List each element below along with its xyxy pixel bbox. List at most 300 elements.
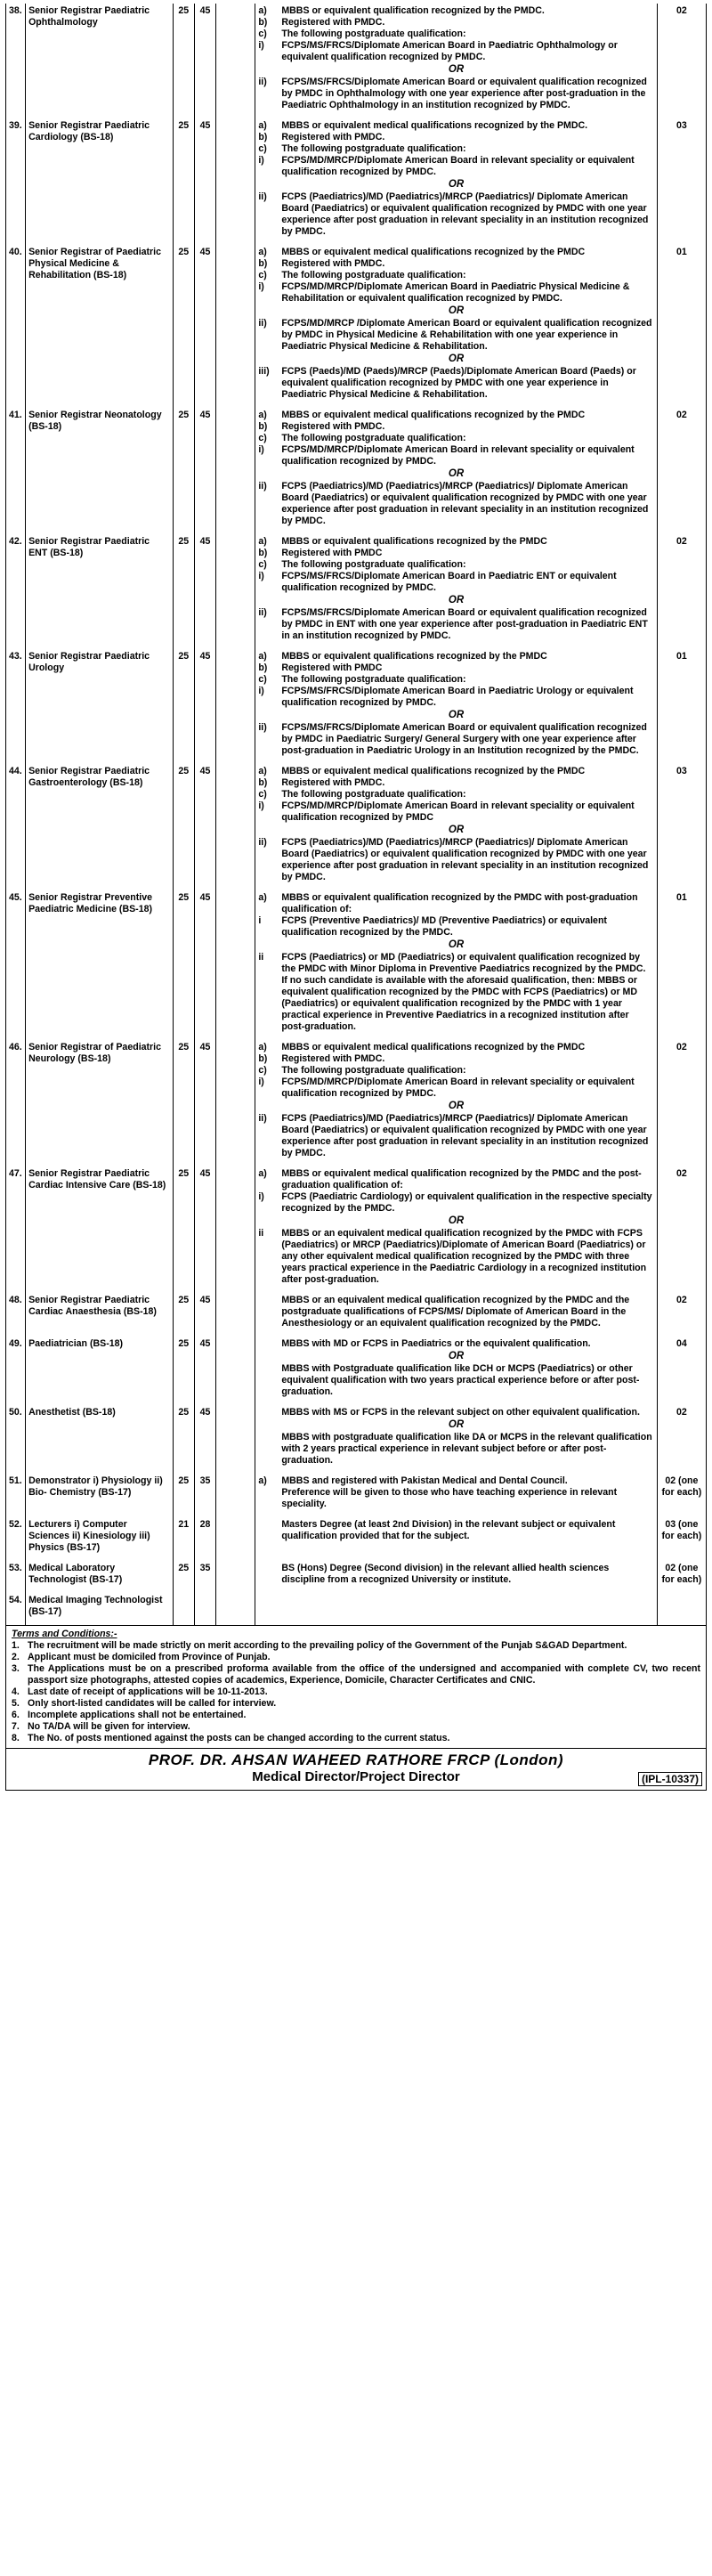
serial-number: 52.: [6, 1517, 26, 1556]
qualification-item: [258, 366, 653, 401]
serial-number: 47.: [6, 1166, 26, 1288]
qualification-item: [258, 1475, 653, 1487]
qualification-label: b): [258, 662, 268, 673]
serial-number: 39.: [6, 118, 26, 240]
qualification-item: [258, 686, 653, 709]
qualification-item: [258, 559, 653, 571]
qualification-label: ii: [258, 952, 264, 963]
qualification-item: [258, 892, 653, 915]
serial-number: 44.: [6, 764, 26, 885]
qualification-cell: [255, 118, 657, 240]
number-of-posts: 02: [657, 408, 706, 529]
post-row: [6, 534, 707, 644]
post-name: Senior Registrar Paediatric Gastroenterology (BS-18): [26, 764, 174, 885]
age-max: 45: [194, 890, 215, 1035]
post-row: [6, 649, 707, 759]
qualification-item: [258, 120, 653, 132]
qualification-label: ii): [258, 837, 267, 848]
qualification-text: Registered with PMDC.: [281, 132, 385, 142]
number-of-posts: 03: [657, 118, 706, 240]
post-name: Senior Registrar Paediatric ENT (BS-18): [26, 534, 174, 644]
qualification-item: [258, 1487, 653, 1510]
qualification-item: [258, 952, 653, 1033]
post-row: [6, 408, 707, 529]
terms-title: Terms and Conditions:-: [12, 1629, 117, 1639]
qualification-cell: [255, 245, 657, 402]
spacer-cell: [216, 890, 255, 1035]
number-of-posts: [657, 1593, 706, 1620]
qualification-label: i): [258, 444, 264, 455]
post-row: [6, 1166, 707, 1288]
age-max: 45: [194, 649, 215, 759]
qualification-label: [258, 1487, 281, 1510]
age-min: 25: [173, 4, 194, 113]
qualification-item: [258, 1407, 653, 1418]
post-row: [6, 4, 707, 113]
qualification-item: [258, 837, 653, 883]
age-max: 45: [194, 4, 215, 113]
qualification-text: FCPS/MD/MRCP/Diplomate American Board in Paediatric Physical Medicine & Rehabilitation or equivalent qualification recognized by PMDC.: [281, 281, 630, 304]
age-min: 25: [173, 1561, 194, 1588]
age-min: 25: [173, 890, 194, 1035]
qualification-item: [258, 191, 653, 238]
qualification-label: a): [258, 1168, 267, 1179]
qualification-label: a): [258, 892, 267, 903]
qualification-label: i): [258, 155, 264, 166]
qualification-text: MBBS or equivalent medical qualifications recognized by the PMDC: [281, 410, 586, 420]
serial-number: 38.: [6, 4, 26, 113]
terms-and-conditions: [5, 1625, 707, 1749]
serial-number: 48.: [6, 1293, 26, 1331]
number-of-posts: 02 (one for each): [657, 1474, 706, 1512]
spacer-cell: [216, 534, 255, 644]
qualification-item: [258, 132, 653, 143]
qualification-item: [258, 155, 653, 178]
post-name: Anesthetist (BS-18): [26, 1405, 174, 1468]
qualification-item: [258, 318, 653, 353]
qualification-label: i): [258, 1191, 264, 1202]
qualification-item: [258, 1042, 653, 1053]
or-separator: OR: [448, 1101, 465, 1111]
post-row: [6, 118, 707, 240]
qualification-item: [258, 433, 653, 444]
post-name: Senior Registrar of Paediatric Neurology (BS-18): [26, 1040, 174, 1161]
post-row: [6, 1405, 707, 1468]
qualification-item: [258, 1113, 653, 1159]
qualification-item: [258, 722, 653, 757]
number-of-posts: 01: [657, 890, 706, 1035]
post-name: Senior Registrar Paediatric Cardiology (BS-18): [26, 118, 174, 240]
qualification-label: [258, 1363, 281, 1398]
post-name: Senior Registrar Neonatology (BS-18): [26, 408, 174, 529]
qualification-cell: [255, 764, 657, 885]
qualification-text: FCPS/MD/MRCP/Diplomate American Board in relevant speciality or equivalent qualification recognized by PMDC.: [281, 155, 635, 177]
qualification-text: MBBS or equivalent qualification recognized by the PMDC with post-graduation qualification of:: [281, 892, 638, 914]
qualification-label: b): [258, 777, 268, 788]
qualification-label: b): [258, 1053, 268, 1064]
qualification-text: MBBS or an equivalent medical qualification recognized by the PMDC and the postgraduate qualifications of FCPS/MS/ Diplomate of American Board in the Anesthesiology or an equivalent qualification recognized by the PMDC.: [281, 1295, 630, 1329]
term-number: 8.: [12, 1733, 20, 1743]
qualification-item: [258, 1363, 653, 1398]
qualification-cell: [255, 1337, 657, 1400]
qualification-item: [258, 777, 653, 789]
age-min: 25: [173, 1040, 194, 1161]
qualification-label: a): [258, 120, 267, 131]
or-separator: OR: [448, 825, 465, 835]
term-item: [12, 1698, 700, 1710]
qualification-label: a): [258, 536, 267, 547]
qualification-text: MBBS or an equivalent medical qualification recognized by the PMDC with FCPS (Paediatrics) or MRCP (Paediatrics)/Diplomate of American Board (Paediatrics) or any other equivalent medical qualification recognized by the PMDC with three years practical experience in the Paediatric Cardiology in a recognized institution after post-graduation.: [281, 1228, 647, 1285]
qualification-item: [258, 1077, 653, 1100]
qualification-label: b): [258, 17, 268, 28]
or-separator: OR: [448, 305, 465, 316]
qualification-label: ii): [258, 1113, 267, 1124]
or-separator: OR: [448, 1419, 465, 1430]
age-min: 25: [173, 534, 194, 644]
qualification-label: c): [258, 143, 267, 154]
qualification-text: FCPS (Paediatrics)/MD (Paediatrics)/MRCP (Paediatrics)/ Diplomate American Board (Paediatrics) or equivalent qualification recognized by PMDC with one year experience after post graduation in relevant speciality in an institution recognized by PMDC.: [281, 481, 649, 526]
qualification-label: ii): [258, 607, 267, 618]
or-separator: OR: [448, 939, 465, 950]
qualification-label: i): [258, 281, 264, 292]
qualification-item: [258, 28, 653, 40]
qualification-text: Registered with PMDC.: [281, 258, 385, 269]
post-row: [6, 1561, 707, 1588]
serial-number: 42.: [6, 534, 26, 644]
qualification-label: c): [258, 433, 267, 443]
qualification-item: [258, 1191, 653, 1215]
qualification-label: ii): [258, 191, 267, 202]
number-of-posts: 02: [657, 1405, 706, 1468]
qualification-cell: [255, 408, 657, 529]
qualification-label: a): [258, 5, 267, 16]
qualification-label: a): [258, 247, 267, 257]
qualification-item: [258, 1295, 653, 1329]
spacer-cell: [216, 1293, 255, 1331]
qualification-text: FCPS/MD/MRCP/Diplomate American Board in relevant speciality or equivalent qualification recognized by PMDC.: [281, 444, 635, 467]
qualification-text: MBBS with postgraduate qualification like DA or MCPS in the relevant qualification with 2 years practical experience in relevant subject before or after post-graduation.: [281, 1432, 652, 1466]
qualification-label: [258, 1338, 281, 1350]
post-name: Paediatrician (BS-18): [26, 1337, 174, 1400]
qualification-text: MBBS or equivalent medical qualifications recognized by the PMDC: [281, 766, 586, 776]
term-number: 7.: [12, 1721, 20, 1732]
age-min: 21: [173, 1517, 194, 1556]
number-of-posts: 03 (one for each): [657, 1517, 706, 1556]
age-max: 45: [194, 1166, 215, 1288]
post-row: [6, 1593, 707, 1620]
or-separator: OR: [448, 353, 465, 364]
or-separator: OR: [448, 1215, 465, 1226]
qualification-item: [258, 1168, 653, 1191]
qualification-text: MBBS with MD or FCPS in Paediatrics or the equivalent qualification.: [281, 1338, 591, 1349]
term-text: Applicant must be domiciled from Province of Punjab.: [28, 1652, 271, 1662]
qualification-text: Preference will be given to those who have teaching experience in relevant speciality.: [281, 1487, 618, 1509]
qualification-text: The following postgraduate qualification:: [281, 674, 466, 685]
qualification-item: [258, 571, 653, 594]
posts-table: [5, 4, 707, 1625]
qualification-text: Masters Degree (at least 2nd Division) in the relevant subject or equivalent qualification provided that for the subject.: [281, 1519, 616, 1541]
signatory-name: PROF. DR. AHSAN WAHEED RATHORE FRCP (London): [148, 1751, 564, 1768]
qualification-text: FCPS (Paediatrics) or MD (Paediatrics) or equivalent qualification recognized by the PMDC with Minor Diploma in Preventive Paediatrics recognized by the PMDC. If no such candidate is available with the aforesaid qualification, then: MBBS or equivalent qualification recognized by the PMDC with FCPS (Paediatrics) or MD (Paediatrics) or equivalent qualification recognized by the PMDC with 1 year practical experience in Preventive Paediatrics in a recognized institution after post-graduation.: [281, 952, 646, 1032]
qualification-text: Registered with PMDC.: [281, 1053, 385, 1064]
number-of-posts: 02: [657, 4, 706, 113]
number-of-posts: 02 (one for each): [657, 1561, 706, 1588]
post-row: [6, 890, 707, 1035]
qualification-label: [258, 1563, 281, 1586]
age-max: 45: [194, 1293, 215, 1331]
age-min: 25: [173, 1293, 194, 1331]
qualification-label: i): [258, 686, 264, 696]
qualification-cell: [255, 1405, 657, 1468]
age-max: [194, 1593, 215, 1620]
qualification-label: ii): [258, 481, 267, 492]
qualification-item: [258, 915, 653, 939]
qualification-label: ii): [258, 77, 267, 87]
serial-number: 41.: [6, 408, 26, 529]
terms-list: [12, 1640, 700, 1744]
post-row: [6, 764, 707, 885]
age-min: 25: [173, 408, 194, 529]
age-min: 25: [173, 1474, 194, 1512]
qualification-cell: [255, 649, 657, 759]
qualification-item: [258, 258, 653, 270]
spacer-cell: [216, 1040, 255, 1161]
qualification-text: Registered with PMDC.: [281, 777, 385, 788]
qualification-item: [258, 651, 653, 662]
qualification-label: a): [258, 766, 267, 776]
post-name: Medical Laboratory Technologist (BS-17): [26, 1561, 174, 1588]
qualification-item: [258, 77, 653, 111]
qualification-text: The following postgraduate qualification:: [281, 559, 466, 570]
qualification-text: The following postgraduate qualification:: [281, 789, 466, 800]
term-text: No TA/DA will be given for interview.: [28, 1721, 190, 1732]
term-item: [12, 1686, 700, 1698]
qualification-item: [258, 548, 653, 559]
age-max: 28: [194, 1517, 215, 1556]
qualification-label: c): [258, 674, 267, 685]
qualification-item: [258, 1432, 653, 1467]
age-min: [173, 1593, 194, 1620]
term-number: 2.: [12, 1652, 20, 1662]
qualification-label: [258, 1407, 281, 1418]
qualification-text: MBBS and registered with Pakistan Medical and Dental Council.: [281, 1475, 568, 1486]
term-text: The Applications must be on a prescribed proforma available from the office of the undersigned and accompanied with complete CV, two recent passport size photographs, attested copies of academics, Experience, Domicile, Character Certificates and CNIC.: [28, 1663, 700, 1686]
qualification-item: [258, 766, 653, 777]
term-text: The recruitment will be made strictly on merit according to the prevailing policy of the Government of the Punjab S&GAD Department.: [28, 1640, 627, 1651]
qualification-text: The following postgraduate qualification:: [281, 270, 466, 280]
qualification-label: a): [258, 1475, 267, 1486]
age-max: 45: [194, 118, 215, 240]
spacer-cell: [216, 649, 255, 759]
qualification-item: [258, 1519, 653, 1542]
qualification-label: i: [258, 915, 262, 926]
qualification-text: FCPS/MD/MRCP/Diplomate American Board in relevant speciality or equivalent qualification recognized by PMDC.: [281, 1077, 635, 1099]
qualification-label: [258, 1519, 281, 1542]
post-name: Demonstrator i) Physiology ii) Bio- Chemistry (BS-17): [26, 1474, 174, 1512]
qualification-label: b): [258, 421, 268, 432]
qualification-cell: [255, 1166, 657, 1288]
age-max: 35: [194, 1474, 215, 1512]
term-number: 5.: [12, 1698, 20, 1709]
qualification-text: FCPS/MS/FRCS/Diplomate American Board in Paediatric Urology or equivalent qualification recognized by PMDC.: [281, 686, 634, 708]
term-text: Incomplete applications shall not be entertained.: [28, 1710, 247, 1720]
qualification-text: The following postgraduate qualification:: [281, 1065, 466, 1076]
age-min: 25: [173, 1166, 194, 1288]
qualification-label: a): [258, 1042, 267, 1052]
qualification-label: c): [258, 789, 267, 800]
post-row: [6, 1337, 707, 1400]
qualification-text: BS (Hons) Degree (Second division) in the relevant allied health sciences discipline from a recognized University or institute.: [281, 1563, 610, 1585]
qualification-cell: [255, 1517, 657, 1556]
qualification-cell: [255, 534, 657, 644]
qualification-item: [258, 1338, 653, 1350]
qualification-text: The following postgraduate qualification:: [281, 143, 466, 154]
qualification-item: [258, 607, 653, 642]
number-of-posts: 02: [657, 1040, 706, 1161]
post-name: Medical Imaging Technologist (BS-17): [26, 1593, 174, 1620]
qualification-text: Registered with PMDC.: [281, 421, 385, 432]
age-max: 35: [194, 1561, 215, 1588]
post-row: [6, 245, 707, 402]
post-name: Senior Registrar Preventive Paediatric Medicine (BS-18): [26, 890, 174, 1035]
qualification-label: b): [258, 548, 268, 558]
age-min: 25: [173, 245, 194, 402]
term-item: [12, 1721, 700, 1733]
qualification-cell: [255, 4, 657, 113]
spacer-cell: [216, 1405, 255, 1468]
age-max: 45: [194, 245, 215, 402]
qualification-label: i): [258, 800, 264, 811]
spacer-cell: [216, 1593, 255, 1620]
qualification-label: c): [258, 559, 267, 570]
signature-block: [5, 1749, 707, 1791]
spacer-cell: [216, 4, 255, 113]
spacer-cell: [216, 1517, 255, 1556]
qualification-text: FCPS/MS/FRCS/Diplomate American Board or equivalent qualification recognized by PMDC in Ophthalmology with one year experience after post-graduation in the Paediatric Ophthalmology in an institution recognized by PMDC.: [281, 77, 647, 110]
age-min: 25: [173, 764, 194, 885]
spacer-cell: [216, 408, 255, 529]
qualification-label: i): [258, 40, 264, 51]
number-of-posts: 04: [657, 1337, 706, 1400]
qualification-text: MBBS or equivalent qualifications recognized by the PMDC: [281, 536, 547, 547]
qualification-item: [258, 40, 653, 63]
qualification-label: a): [258, 410, 267, 420]
serial-number: 54.: [6, 1593, 26, 1620]
serial-number: 43.: [6, 649, 26, 759]
qualification-label: b): [258, 258, 268, 269]
number-of-posts: 01: [657, 245, 706, 402]
post-name: Senior Registrar of Paediatric Physical Medicine & Rehabilitation (BS-18): [26, 245, 174, 402]
qualification-item: [258, 662, 653, 674]
term-number: 6.: [12, 1710, 20, 1720]
qualification-label: ii): [258, 318, 267, 329]
term-text: The No. of posts mentioned against the posts can be changed according to the current status.: [28, 1733, 450, 1743]
qualification-item: [258, 674, 653, 686]
qualification-label: a): [258, 651, 267, 662]
serial-number: 50.: [6, 1405, 26, 1468]
number-of-posts: 03: [657, 764, 706, 885]
post-name: Senior Registrar Paediatric Urology: [26, 649, 174, 759]
qualification-text: MBBS with MS or FCPS in the relevant subject on other equivalent qualification.: [281, 1407, 640, 1418]
qualification-cell: [255, 1040, 657, 1161]
age-max: 45: [194, 1040, 215, 1161]
qualification-item: [258, 143, 653, 155]
serial-number: 51.: [6, 1474, 26, 1512]
age-min: 25: [173, 1405, 194, 1468]
age-max: 45: [194, 534, 215, 644]
qualification-label: c): [258, 270, 267, 280]
qualification-item: [258, 800, 653, 824]
qualification-label: [258, 1432, 281, 1467]
qualification-item: [258, 481, 653, 527]
qualification-item: [258, 1065, 653, 1077]
qualification-text: FCPS/MS/FRCS/Diplomate American Board in Paediatric ENT or equivalent qualification recognized by PMDC.: [281, 571, 617, 593]
number-of-posts: 02: [657, 534, 706, 644]
qualification-label: b): [258, 132, 268, 142]
qualification-label: i): [258, 1077, 264, 1087]
qualification-label: c): [258, 1065, 267, 1076]
qualification-text: FCPS (Paediatrics)/MD (Paediatrics)/MRCP (Paediatrics)/ Diplomate American Board (Paediatrics) or equivalent qualification recognized by PMDC with one year experience after post graduation in relevant speciality in an institution recognized by PMDC.: [281, 1113, 649, 1158]
or-separator: OR: [448, 468, 465, 479]
qualification-text: FCPS/MS/FRCS/Diplomate American Board or equivalent qualification recognized by PMDC in ENT with one year experience after post-graduation in Paediatric ENT in an institution recognized by PMDC.: [281, 607, 648, 641]
qualification-text: Registered with PMDC: [281, 548, 383, 558]
term-item: [12, 1663, 700, 1686]
qualification-item: [258, 5, 653, 17]
age-max: 45: [194, 764, 215, 885]
term-text: Last date of receipt of applications will be 10-11-2013.: [28, 1686, 268, 1697]
qualification-text: Registered with PMDC: [281, 662, 383, 673]
post-row: [6, 1040, 707, 1161]
post-row: [6, 1474, 707, 1512]
qualification-label: c): [258, 28, 267, 39]
age-min: 25: [173, 649, 194, 759]
spacer-cell: [216, 245, 255, 402]
serial-number: 45.: [6, 890, 26, 1035]
qualification-item: [258, 247, 653, 258]
post-name: Senior Registrar Paediatric Ophthalmology: [26, 4, 174, 113]
qualification-text: FCPS (Preventive Paediatrics)/ MD (Preventive Paediatrics) or equivalent qualification recognized by the PMDC.: [281, 915, 607, 938]
qualification-cell: [255, 890, 657, 1035]
qualification-label: i): [258, 571, 264, 581]
or-separator: OR: [448, 710, 465, 720]
qualification-label: iii): [258, 366, 270, 377]
qualification-text: FCPS (Paediatrics)/MD (Paediatrics)/MRCP (Paediatrics)/ Diplomate American Board (Paediatrics) or equivalent qualification recognized by PMDC with one year experience after post graduation in relevant speciality in an institution recognized by PMDC.: [281, 191, 649, 237]
qualification-text: MBBS or equivalent qualification recognized by the PMDC.: [281, 5, 545, 16]
qualification-text: FCPS (Paediatrics)/MD (Paediatrics)/MRCP (Paediatrics)/ Diplomate American Board (Paediatrics) or equivalent qualification recognized by PMDC with one year experience after post graduation in relevant speciality in an institution recognized by PMDC.: [281, 837, 649, 882]
post-name: Senior Registrar Paediatric Cardiac Anaesthesia (BS-18): [26, 1293, 174, 1331]
qualification-text: MBBS or equivalent medical qualifications recognized by the PMDC: [281, 1042, 586, 1052]
term-number: 3.: [12, 1663, 20, 1674]
age-min: 25: [173, 1337, 194, 1400]
qualification-item: [258, 789, 653, 800]
or-separator: OR: [448, 64, 465, 75]
qualification-cell: [255, 1561, 657, 1588]
or-separator: OR: [448, 595, 465, 605]
qualification-text: FCPS (Paeds)/MD (Paeds)/MRCP (Paeds)/Diplomate American Board (Paeds) or equivalent qualification recognized by PMDC with one year experience in Paediatric Physical Medicine & Rehabilitation.: [281, 366, 636, 400]
term-number: 4.: [12, 1686, 20, 1697]
age-max: 45: [194, 408, 215, 529]
spacer-cell: [216, 118, 255, 240]
term-item: [12, 1640, 700, 1652]
spacer-cell: [216, 1337, 255, 1400]
qualification-item: [258, 421, 653, 433]
qualification-text: FCPS (Paediatric Cardiology) or equivalent qualification in the respective specialty recognized by the PMDC.: [281, 1191, 652, 1214]
number-of-posts: 02: [657, 1293, 706, 1331]
qualification-text: MBBS or equivalent medical qualification recognized by the PMDC and the post-graduation qualification of:: [281, 1168, 642, 1190]
qualification-item: [258, 17, 653, 28]
spacer-cell: [216, 1561, 255, 1588]
qualification-item: [258, 444, 653, 467]
